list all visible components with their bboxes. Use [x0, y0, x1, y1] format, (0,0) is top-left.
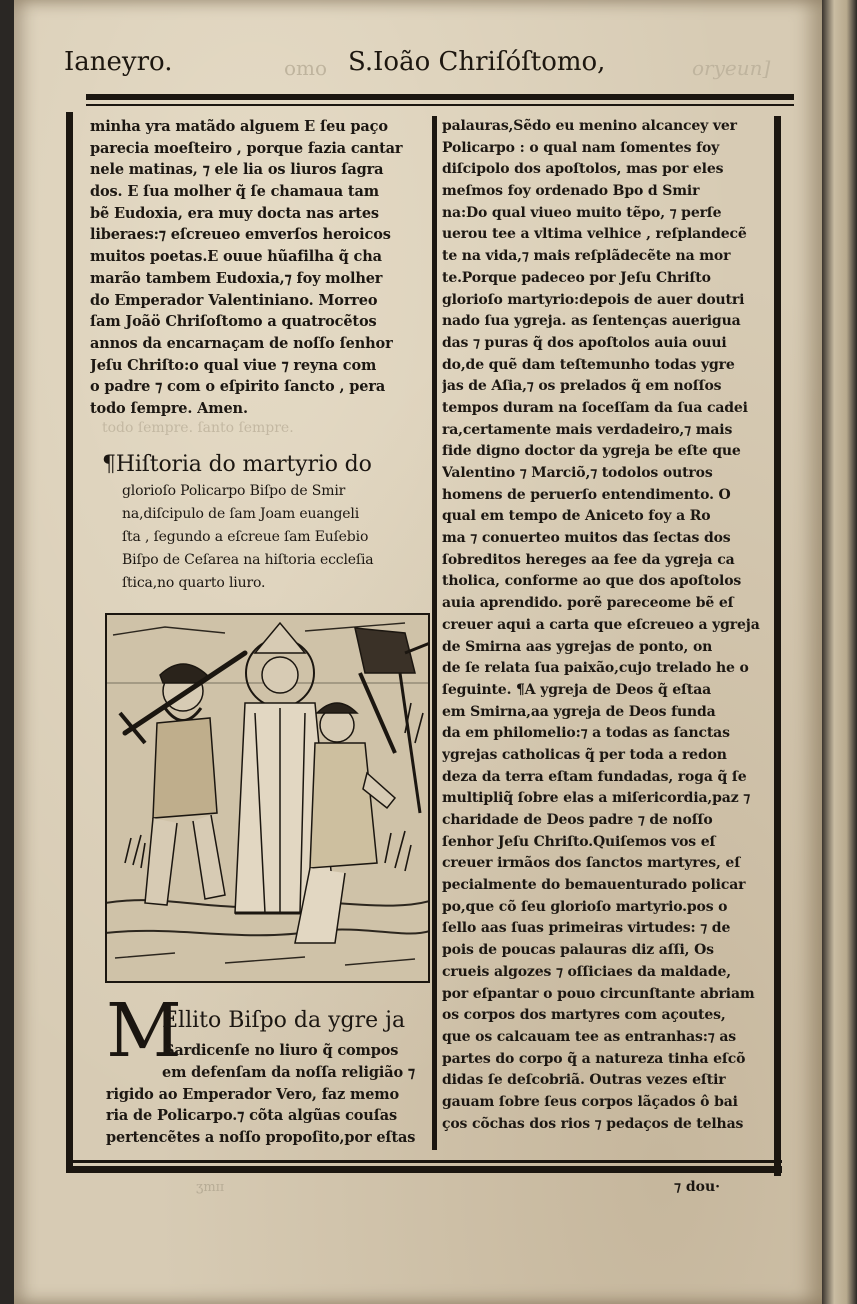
- right-frame-rule: [774, 116, 781, 1176]
- text-line: te na vida,⁊ mais reſplãdecẽte na mor: [442, 248, 731, 265]
- text-line: po,que cõ ſeu glorioſo martyrio.pos o: [442, 898, 728, 915]
- chapter-heading: [102, 450, 428, 595]
- text-line: marão tambem Eudoxia,⁊ foy molher: [90, 269, 383, 287]
- text-line: ſello aas ſuas primeiras virtudes: ⁊ de: [442, 920, 731, 937]
- text-line: diſcipolo dos apoſtolos, mas por eles: [442, 161, 724, 178]
- chapter-heading-line: ſta , ſegundo a eſcreue ſam Euſebio: [122, 529, 369, 545]
- text-line: qual em tempo de Aniceto foy a Ro: [442, 508, 711, 525]
- woodcut-illustration: [105, 613, 430, 983]
- next-page-edge: [822, 0, 857, 1304]
- left-column-text: [90, 116, 426, 420]
- text-line: tempos duram na ſoceſſam da ſua cadei: [442, 399, 748, 416]
- text-line: do,de quẽ dam teſtemunho todas ygre: [442, 356, 735, 373]
- chapter-heading-title: ¶Hiſtoria do martyrio do: [102, 452, 372, 477]
- text-line: jas de Aſia,⁊ os prelados q̃ em noſſos: [442, 378, 722, 395]
- paragraph-first-line: Ellito Biſpo da ygre ja: [162, 1008, 406, 1033]
- text-line: auia aprendido. porẽ pareceome bẽ eſ: [442, 595, 734, 612]
- text-line: minha yra matãdo alguem E ſeu paço: [90, 118, 388, 135]
- text-line: annos da encarnaçam de noſſo ſenhor: [90, 334, 393, 352]
- text-line: ſeguinte. ¶A ygreja de Deos q̃ eſtaa: [442, 681, 712, 698]
- paragraph-beside-dropcap: [164, 1040, 430, 1062]
- chapter-heading-line: ſtica,no quarto liuro.: [122, 575, 266, 591]
- chapter-heading-line: na,diſcipulo de ſam Joam euangeli: [122, 506, 360, 522]
- text-line: da em philomelio:⁊ a todas as ſanctas: [442, 725, 730, 742]
- left-frame-rule: [66, 112, 73, 1172]
- text-line: gauam ſobre ſeus corpos lãçados ô bai: [442, 1093, 738, 1110]
- text-line: Jeſu Chriſto:o qual viue ⁊ reyna com: [90, 356, 377, 374]
- right-column-text: [442, 116, 772, 1135]
- bleed-through-bottom: ʒmɪɪ: [196, 1180, 224, 1195]
- text-line: parecia moeſteiro , porque fazia cantar: [90, 139, 403, 157]
- text-line: ços cõchas dos rios ⁊ pedaços de telhas: [442, 1115, 744, 1132]
- column-divider-rule: [432, 116, 437, 1150]
- text-line: nado ſua ygreja. as ſentenças auerigua: [442, 313, 741, 330]
- drop-cap-letter: M: [106, 988, 182, 1074]
- text-line: os corpos dos martyres com açoutes,: [442, 1007, 726, 1024]
- text-line: ſenhor Jeſu Chriſto.Quiſemos vos eſ: [442, 833, 716, 850]
- text-line: que os calcauam tee as entranhas:⁊ as: [442, 1028, 736, 1045]
- text-line: nele matinas, ⁊ ele lia os liuros ſagra: [90, 161, 384, 179]
- text-line: rigido ao Emperador Vero, faz memo: [106, 1085, 400, 1103]
- text-line: dos. E ſua molher q̃ ſe chamaua tam: [90, 183, 379, 201]
- text-line: partes do corpo q̃ a natureza tinha eſcõ: [442, 1050, 746, 1067]
- text-line: didas ſe deſcobriã. Outras vezes eſtir: [442, 1072, 726, 1089]
- text-line: em defenſam da noſſa religião ⁊: [162, 1064, 415, 1081]
- text-line: bẽ Eudoxia, era muy docta nas artes: [90, 204, 379, 222]
- text-line: de ſe relata ſua paixão,cujo trelado he o: [442, 660, 749, 677]
- text-line: ra,certamente mais verdadeiro,⁊ mais: [442, 421, 733, 438]
- text-line: o padre ⁊ com o eſpirito ſancto , pera: [90, 378, 386, 396]
- paragraph-continuation: [106, 1062, 430, 1149]
- text-line: pois de poucas palauras diz aſſi, Os: [442, 942, 714, 959]
- text-line: palauras,Sẽdo eu menino alcancey ver: [442, 118, 737, 134]
- text-line: Valentino ⁊ Marciõ,⁊ todolos outros: [442, 465, 713, 481]
- text-line: liberaes:⁊ eſcreueo emverſos heroicos: [90, 226, 391, 244]
- text-line: em Smirna,aa ygreja de Deos funda: [442, 703, 716, 720]
- text-line: do Emperador Valentiniano. Morreo: [90, 291, 378, 309]
- text-line: pertencẽtes a noſſo propoſito,por eſtas: [106, 1129, 416, 1147]
- text-line: ſobreditos hereges aa fee da ygreja ca: [442, 551, 735, 568]
- text-line: muitos poetas.E ouue hũafilha q̃ cha: [90, 248, 382, 266]
- text-line: das ⁊ puras q̃ dos apoſtolos auia ouui: [442, 334, 727, 351]
- text-line: creuer irmãos dos ſanctos martyres, eſ: [442, 855, 741, 872]
- running-head-title: S.Ioão Chriſóſtomo,: [348, 47, 606, 77]
- running-head-month: Ianeyro.: [64, 47, 173, 77]
- text-line: uerou tee a vltima velhice , reſplandecẽ: [442, 226, 747, 243]
- text-line: ria de Policarpo.⁊ cõta algũas couſas: [106, 1107, 398, 1125]
- text-line: Policarpo : o qual nam ſomentes foy: [442, 139, 720, 156]
- text-line: ygrejas catholicas q̃ per toda a redon: [442, 746, 727, 763]
- chapter-heading-line: Biſpo de Ceſarea na hiſtoria eccleſia: [122, 552, 374, 568]
- text-line: creuer aqui a carta que eſcreueo a ygreja: [442, 616, 760, 633]
- text-line: tholica, conforme ao que dos apoſtolos: [442, 573, 742, 590]
- text-line: ma ⁊ conuerteo muitos das ſectas dos: [442, 530, 731, 547]
- text-line: homens de peruerſo entendimento. O: [442, 486, 731, 503]
- text-line: charidade de Deos padre ⁊ de noſſo: [442, 812, 713, 828]
- text-line: fide digno doctor da ygreja be eſte que: [442, 443, 741, 460]
- catchword: ⁊ dou·: [674, 1179, 721, 1195]
- text-line: meſmos foy ordenado Bpo d Smir: [442, 183, 700, 200]
- text-line: deza da terra eſtam fundadas, roga q̃ ſe: [442, 768, 747, 785]
- chapter-heading-line: glorioſo Policarpo Biſpo de Smir: [122, 483, 346, 499]
- top-rule-thin: [86, 104, 794, 106]
- text-line: crueis algozes ⁊ oſſiciaes da maldade,: [442, 963, 731, 980]
- top-rule-thick: [86, 94, 794, 100]
- bleed-through-text-right: oryeun]: [692, 56, 771, 80]
- text-line: todo ſempre. Amen.: [90, 399, 248, 417]
- text-line: pecialmente do bemauenturado policar: [442, 877, 746, 894]
- text-line: na:Do qual viueo muito tẽpo, ⁊ perſe: [442, 204, 722, 221]
- text-line: Sardicenſe no liuro q̃ compos: [164, 1042, 399, 1059]
- text-line: te.Porque padeceo por Jeſu Chriſto: [442, 269, 711, 286]
- text-line: glorioſo martyrio:depois de auer doutri: [442, 291, 745, 308]
- bottom-rule-thick: [66, 1166, 782, 1173]
- bleed-through-line: todo ſempre. ſanto ſempre.: [102, 420, 294, 436]
- book-page: [14, 0, 822, 1304]
- text-line: multipliq̃ ſobre elas a miſericordia,paz ⁊: [442, 790, 751, 807]
- bleed-through-text-left: omo: [284, 56, 328, 80]
- bottom-rule-thin: [66, 1160, 782, 1163]
- text-line: por eſpantar o pouo circunſtante abriam: [442, 985, 755, 1002]
- text-line: ſam Joãö Chriſoſtomo a quatrocẽtos: [90, 313, 377, 331]
- text-line: de Smirna aas ygrejas de ponto, on: [442, 638, 713, 655]
